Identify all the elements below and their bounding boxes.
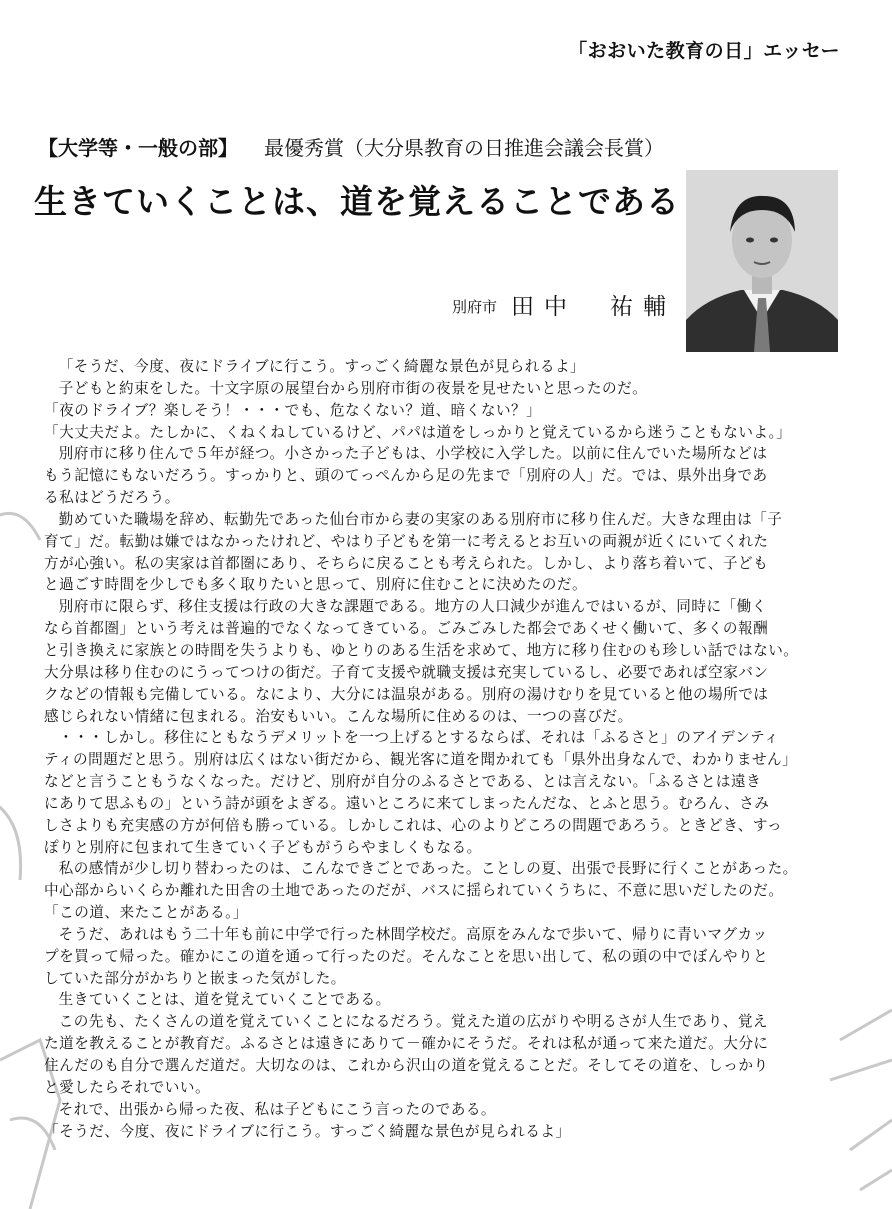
body-line: 私の感情が少し切り替わったのは、こんなできごとであった。ことしの夏、出張で長野に行くことがあった。 <box>58 860 798 878</box>
body-line: 「この道、来たことがある。」 <box>44 904 249 922</box>
body-line: もう記憶にもないだろう。すっかりと、頭のてっぺんから足の先まで「別府の人」だ。では、県外出身であ <box>44 467 768 485</box>
body-line: と過ごす時間を少しでも多く取りたいと思って、別府に住むことに決めたのだ。 <box>44 576 588 594</box>
body-line: にありて思ふもの」という詩が頭をよぎる。遠いところに来てしまったんだな、とふと思う。むろん、さみ <box>44 794 770 812</box>
body-line: た道を教えることが教育だ。ふるさとは遠きにありて－確かにそうだ。それは私が通って来た道だ。大分に <box>44 1035 769 1053</box>
body-line: 「そうだ、今度、夜にドライブに行こう。すっごく綺麗な景色が見られるよ」 <box>44 1122 571 1140</box>
body-line: クなどの情報も完備している。なにより、大分には温泉がある。別府の湯けむりを見ていると他の場所では <box>44 685 769 703</box>
award-line <box>38 132 664 161</box>
decorative-shapes-right <box>830 1010 892 1190</box>
award-category: 【大学等・一般の部】 <box>38 136 238 160</box>
body-line: 方が心強い。私の実家は首都圏にあり、そちらに戻ることも考えられた。しかし、より落ち着いて、子ども <box>44 554 769 572</box>
body-line: ・・・しかし。移住にともなうデメリットを一つ上げるとするならば、それは「ふるさと」のアイデンティ <box>58 729 780 747</box>
body-line: 育て」だ。転勤は嫌ではなかったけれど、やはり子どもを第一に考えるとお互いの両親が近くにいてくれた <box>44 532 769 550</box>
body-line: 勤めていた職場を辞め、転勤先であった仙台市から妻の実家のある別府市に移り住んだ。大きな理由は「子 <box>58 510 783 528</box>
body-line: と引き換えに家族との時間を失うよりも、ゆとりのある生活を求めて、地方に移り住むのも珍しい話ではない。 <box>44 641 799 659</box>
essay-title: 生きていくことは、道を覚えることである <box>34 182 680 221</box>
essay-body <box>44 356 834 1142</box>
body-line: 感じられない情緒に包まれる。治安もいい。こんな場所に住めるのは、一つの喜びだ。 <box>44 707 633 725</box>
body-line: していた部分がかちりと嵌まった気がした。 <box>44 969 346 987</box>
body-line: しさよりも充実感の方が何倍も勝っている。しかしこれは、心のよりどころの問題であろう。ときどき、すっ <box>44 816 783 834</box>
award-prize: 最優秀賞（大分県教育の日推進会議会長賞） <box>264 136 664 160</box>
body-line: などと言うこともうなくなった。だけど、別府が自分のふるさとである、とは言えない。「ふるさとは遠き <box>44 773 762 791</box>
body-line: 「夜のドライブ？楽しそう！・・・でも、危なくない？道、暗くない？」 <box>44 401 542 419</box>
body-line: ティの問題だと思う。別府は広くはない街だから、観光客に道を聞かれても「県外出身なんで、わかりません」 <box>44 751 798 769</box>
body-line: それで、出張から帰った夜、私は子どもにこう言ったのである。 <box>58 1100 497 1118</box>
author-name: 田中 祐輔 <box>511 294 677 320</box>
body-line: なら首都圏」という考えは普遍的でなくなってきている。ごみごみした都会であくせく働いて、多くの報酬 <box>44 620 769 638</box>
body-line: 「そうだ、今度、夜にドライブに行こう。すっごく綺麗な景色が見られるよ」 <box>58 358 586 375</box>
body-line: と愛したらそれでいい。 <box>44 1078 211 1096</box>
author-byline <box>452 288 676 321</box>
series-label: 「おおいた教育の日」エッセー <box>568 40 840 62</box>
body-line: そうだ、あれはもう二十年も前に中学で行った林間学校だ。高原をみんなで歩いて、帰りに青いマグカッ <box>58 925 768 943</box>
body-line: 子どもと約束をした。十文字原の展望台から別府市街の夜景を見せたいと思ったのだ。 <box>58 379 648 397</box>
body-line: 大分県は移り住むのにうってつけの街だ。子育て支援や就職支援は充実しているし、必要であれば空家バン <box>44 663 769 681</box>
body-line: 生きていくことは、道を覚えていくことである。 <box>58 991 391 1009</box>
body-line: ぽりと別府に包まれて生きていく子どもがうらやましくもなる。 <box>44 838 482 856</box>
author-photo <box>686 170 838 352</box>
body-line: 別府市に移り住んで５年が経つ。小さかった子どもは、小学校に入学した。以前に住んでいた場所などは <box>58 445 768 463</box>
body-line: 住んだのも自分で選んだ道だ。大切なのは、これから沢山の道を覚えることだ。そしてその道を、しっかり <box>44 1057 769 1074</box>
body-line: 中心部からいくらか離れた田舎の土地であったのだが、バスに揺られていくうちに、不意に思いだしたのだ。 <box>44 882 784 900</box>
body-line: プを買って帰った。確かにこの道を通って行ったのだ。そんなことを思い出して、私の頭の中でぼんやりと <box>44 947 769 965</box>
body-line: この先も、たくさんの道を覚えていくことになるだろう。覚えた道の広がりや明るさが人生であり、覚え <box>58 1013 769 1031</box>
author-city: 別府市 <box>452 298 498 316</box>
body-line: 別府市に限らず、移住支援は行政の大きな課題である。地方の人口減少が進んではいるが、同時に「働く <box>58 598 767 616</box>
body-line: る私はどうだろう。 <box>44 489 180 507</box>
body-line: 「大丈夫だよ。たしかに、くねくねしているけど、パパは道をしっかりと覚えているから迷うこともないよ。」 <box>44 423 792 441</box>
